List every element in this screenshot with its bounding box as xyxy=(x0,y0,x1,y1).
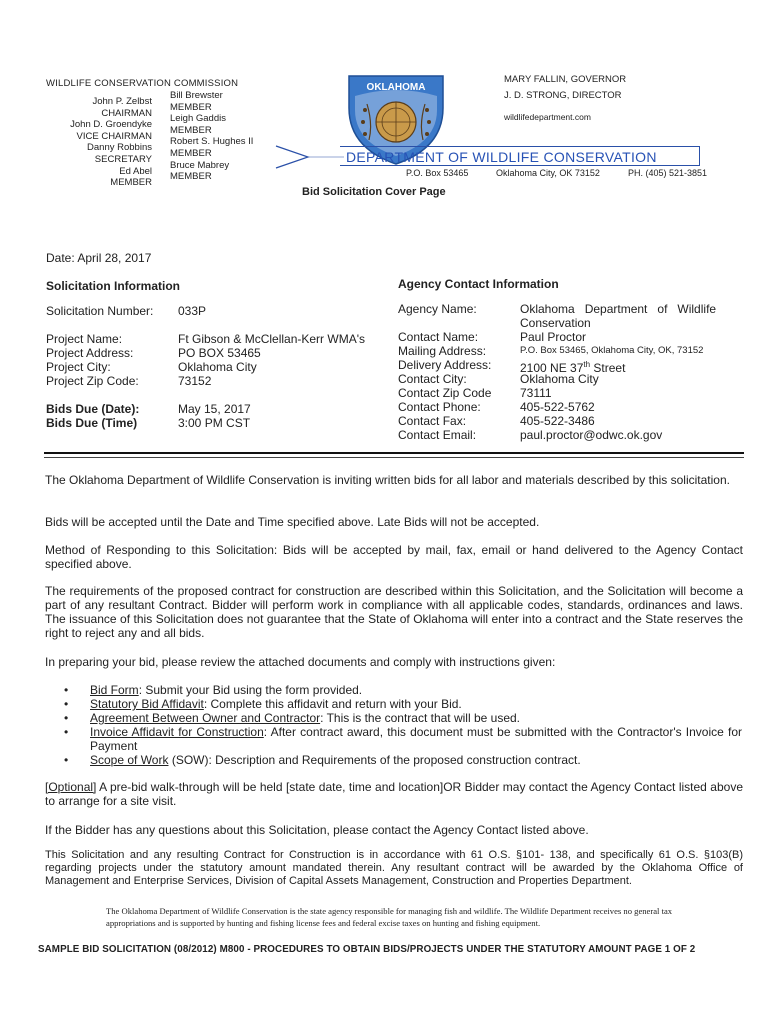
optional-tag: [Optional] xyxy=(45,780,97,794)
contact-fax-value: 405-522-3486 xyxy=(520,414,595,428)
contact-fax-label: Contact Fax: xyxy=(398,414,467,428)
project-address-label: Project Address: xyxy=(46,346,134,360)
list-item-text: : Complete this affidavit and return with your Bid. xyxy=(203,697,462,711)
invoice-affidavit-link[interactable]: Invoice Affidavit for Construction xyxy=(90,725,264,739)
commission-members-right xyxy=(170,90,253,183)
project-city-label: Project City: xyxy=(46,360,111,374)
statutory-paragraph: This Solicitation and any resulting Contract for Construction is in accordance with 61 O.S. §101- 138, and specifically 61 O.S. §103(B) regarding projects under the statutory amount mandated therein. Any resultant contract will be awarded by the Oklahoma Office of Management and Enterprise Services, Division of Capital Assets Management, Construction and Properties Department. xyxy=(45,849,743,887)
instructions-paragraph: In preparing your bid, please review the attached documents and comply with instructions given: xyxy=(45,655,556,669)
member-name: Bruce Mabrey xyxy=(170,159,230,171)
member-name: Danny Robbins xyxy=(87,142,152,154)
po-box: P.O. Box 53465 xyxy=(406,168,469,178)
project-name-label: Project Name: xyxy=(46,332,123,346)
contact-phone-value: 405-522-5762 xyxy=(520,400,595,414)
contact-city-value: Oklahoma City xyxy=(520,372,599,386)
member-role: MEMBER xyxy=(170,101,212,113)
contact-email-label: Contact Email: xyxy=(398,428,477,442)
contact-zip-label: Contact Zip Code xyxy=(398,386,492,400)
member-name: Ed Abel xyxy=(119,165,152,177)
document-title: Bid Solicitation Cover Page xyxy=(302,186,446,198)
member-role: MEMBER xyxy=(110,177,152,189)
phone-number: PH. (405) 521-3851 xyxy=(628,168,708,178)
list-item-text: : Submit your Bid using the form provided. xyxy=(138,683,363,697)
agreement-link[interactable]: Agreement Between Owner and Contractor xyxy=(90,711,321,725)
ordinal-suffix: th xyxy=(583,360,591,369)
response-method-paragraph: Method of Responding to this Solicitation: Bids will be accepted by mail, fax, email or hand delivered to the Agency Contact specified above. xyxy=(45,543,743,571)
officials-block xyxy=(504,72,626,104)
street-suffix: Street xyxy=(590,361,626,375)
requirements-paragraph: The requirements of the proposed contract for construction are described within this Solicitation, and the Solicitation will become a part of any resultant Contract. Bidder will perform work in compliance with all applicable codes, standards, ordinances and laws. The issuance of this Solicitation does not guarantee that the State of Oklahoma will enter into a contract and the State reserves the right to reject any and all bids. xyxy=(45,584,743,640)
member-role: SECRETARY xyxy=(94,153,152,165)
list-item xyxy=(62,725,742,753)
bid-affidavit-link[interactable]: Statutory Bid Affidavit xyxy=(90,697,204,711)
section-divider xyxy=(44,452,744,454)
contact-zip-value: 73111 xyxy=(520,386,552,400)
contact-name-label: Contact Name: xyxy=(398,330,479,344)
bullet-icon: • xyxy=(64,697,69,711)
bids-due-date-value: May 15, 2017 xyxy=(178,402,251,416)
member-role: VICE CHAIRMAN xyxy=(76,130,152,142)
member-name: Leigh Gaddis xyxy=(170,113,226,125)
website-link[interactable]: wildlifedepartment.com xyxy=(504,112,591,122)
governor-line: MARY FALLIN, GOVERNOR xyxy=(504,74,627,85)
optional-walkthrough-paragraph xyxy=(45,780,743,808)
agency-name-value-line2: Conservation xyxy=(520,316,591,330)
list-item-text: (SOW): Description and Requirements of the proposed construction contract. xyxy=(168,753,581,767)
section-divider-thin xyxy=(44,457,744,458)
deadline-paragraph: Bids will be accepted until the Date and Time specified above. Late Bids will not be accepted. xyxy=(45,515,540,529)
agency-name-value: Oklahoma Department of Wildlife xyxy=(520,302,717,316)
contact-city-label: Contact City: xyxy=(398,372,467,386)
agency-name-label: Agency Name: xyxy=(398,302,477,316)
contact-name-value: Paul Proctor xyxy=(520,330,587,344)
member-name: John D. Groendyke xyxy=(70,119,152,131)
list-item xyxy=(62,711,742,725)
project-address-value: PO BOX 53465 xyxy=(178,346,261,360)
banner-chevron-icon xyxy=(274,144,344,170)
list-item-text: : This is the contract that will be used. xyxy=(320,711,520,725)
commission-members-left xyxy=(58,96,152,189)
city-state-zip: Oklahoma City, OK 73152 xyxy=(496,168,600,178)
contact-email-value[interactable]: paul.proctor@odwc.ok.gov xyxy=(520,428,663,442)
bids-due-time-label: Bids Due (Time) xyxy=(46,416,138,430)
bids-due-date-label: Bids Due (Date): xyxy=(46,402,140,416)
intro-paragraph: The Oklahoma Department of Wildlife Conservation is inviting written bids for all labor and materials described by this solicitation. xyxy=(45,473,730,487)
agency-heading: Agency Contact Information xyxy=(398,277,559,291)
member-role: MEMBER xyxy=(170,171,212,183)
bullet-icon: • xyxy=(64,753,69,767)
bid-form-link[interactable]: Bid Form xyxy=(90,683,139,697)
mailing-address-value: P.O. Box 53465, Oklahoma City, OK, 73152 xyxy=(520,345,704,356)
member-name: John P. Zelbst xyxy=(92,96,152,107)
solicitation-number-label: Solicitation Number: xyxy=(46,304,154,318)
bullet-icon: • xyxy=(64,683,69,697)
delivery-address-label: Delivery Address: xyxy=(398,358,492,372)
project-city-value: Oklahoma City xyxy=(178,360,257,374)
agency-funding-note: The Oklahoma Department of Wildlife Conservation is the state agency responsible for managing fish and wildlife. The Wildlife Department receives no general tax appropriations and is supported by hunting and fishing license fees and federal excise taxes on hunting and fishing equipment. xyxy=(106,906,673,928)
member-role: MEMBER xyxy=(170,147,212,159)
bids-due-time-value: 3:00 PM CST xyxy=(178,416,251,430)
seal-title: OKLAHOMA xyxy=(366,82,426,93)
documents-list xyxy=(62,683,742,767)
solicitation-number-value: 033P xyxy=(178,304,207,318)
solicitation-heading: Solicitation Information xyxy=(46,279,180,293)
list-item xyxy=(62,697,742,711)
member-name: Robert S. Hughes II xyxy=(170,136,254,148)
document-footer: SAMPLE BID SOLICITATION (08/2012) M800 - PROCEDURES TO OBTAIN BIDS/PROJECTS UNDER THE STATUTORY AMOUNT PAGE 1 OF 2 xyxy=(38,944,696,955)
project-name-value: Ft Gibson & McClellan-Kerr WMA's xyxy=(178,332,365,346)
list-item-text: : After contract award, this document must be submitted with the Contractor's Invoice for Payment xyxy=(90,725,743,753)
member-role: CHAIRMAN xyxy=(101,107,152,119)
bullet-icon: • xyxy=(64,711,69,725)
department-banner: DEPARTMENT OF WILDLIFE CONSERVATION xyxy=(340,146,700,166)
list-item xyxy=(62,753,742,767)
member-role: MEMBER xyxy=(170,124,212,136)
commission-title: WILDLIFE CONSERVATION COMMISSION xyxy=(46,78,239,89)
mailing-address-label: Mailing Address: xyxy=(398,344,487,358)
bullet-icon: • xyxy=(64,725,69,739)
contact-phone-label: Contact Phone: xyxy=(398,400,481,414)
optional-text: A pre-bid walk-through will be held [state date, time and location]OR Bidder may contact the Agency Contact listed above to arrange for a site visit. xyxy=(45,780,743,808)
director-line: J. D. STRONG, DIRECTOR xyxy=(504,90,622,101)
scope-of-work-link[interactable]: Scope of Work xyxy=(90,753,169,767)
delivery-street: 2100 NE 37 xyxy=(520,361,584,375)
questions-paragraph: If the Bidder has any questions about this Solicitation, please contact the Agency Contact listed above. xyxy=(45,823,589,837)
member-name: Bill Brewster xyxy=(170,90,223,101)
document-date: Date: April 28, 2017 xyxy=(46,251,152,265)
project-zip-value: 73152 xyxy=(178,374,212,388)
project-zip-label: Project Zip Code: xyxy=(46,374,139,388)
list-item xyxy=(62,683,742,697)
